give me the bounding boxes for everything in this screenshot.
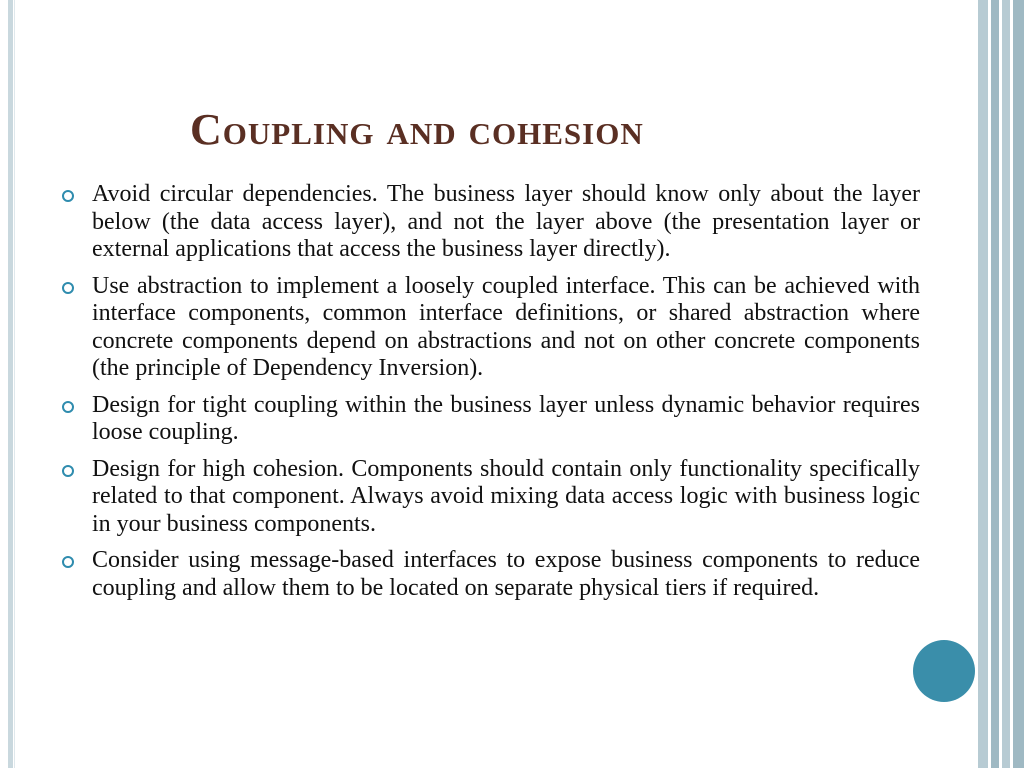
bullet-text: Design for tight coupling within the business layer unless dynamic behavior requires loose coupling. (92, 391, 920, 445)
right-stripe (1002, 0, 1010, 768)
bullet-text: Avoid circular dependencies. The business layer should know only about the layer below (the data access layer), and not the layer above (the presentation layer or external applications that access the business layer directly). (92, 181, 920, 262)
bullet-item (62, 392, 920, 447)
ring-bullet-icon (62, 556, 74, 568)
left-border-line (14, 0, 15, 768)
bullet-item (62, 273, 920, 383)
bullet-list (62, 181, 920, 611)
bullet-text: Consider using message-based interfaces to expose business components to reduce coupling and allow them to be located on separate physical tiers if required. (92, 547, 920, 601)
ring-bullet-icon (62, 401, 74, 413)
bullet-item (62, 547, 920, 602)
ring-bullet-icon (62, 282, 74, 294)
bullet-text: Design for high cohesion. Components should contain only functionality specifically related to that component. Always avoid mixing data access logic with business logic in your business components. (92, 455, 920, 537)
right-stripe (1013, 0, 1024, 768)
right-stripe (991, 0, 999, 768)
bullet-item (62, 456, 920, 539)
bullet-item (62, 181, 920, 264)
slide-title: Coupling and cohesion (190, 105, 644, 154)
bullet-text: Use abstraction to implement a loosely coupled interface. This can be achieved with interface components, common interface definitions, or shared abstraction where concrete components depend on abstractions and not on other concrete components (the principle of Dependency Inversion). (92, 272, 920, 381)
left-border-decoration (8, 0, 13, 768)
accent-circle-decoration (913, 640, 975, 702)
right-stripe (978, 0, 988, 768)
ring-bullet-icon (62, 190, 74, 202)
ring-bullet-icon (62, 465, 74, 477)
